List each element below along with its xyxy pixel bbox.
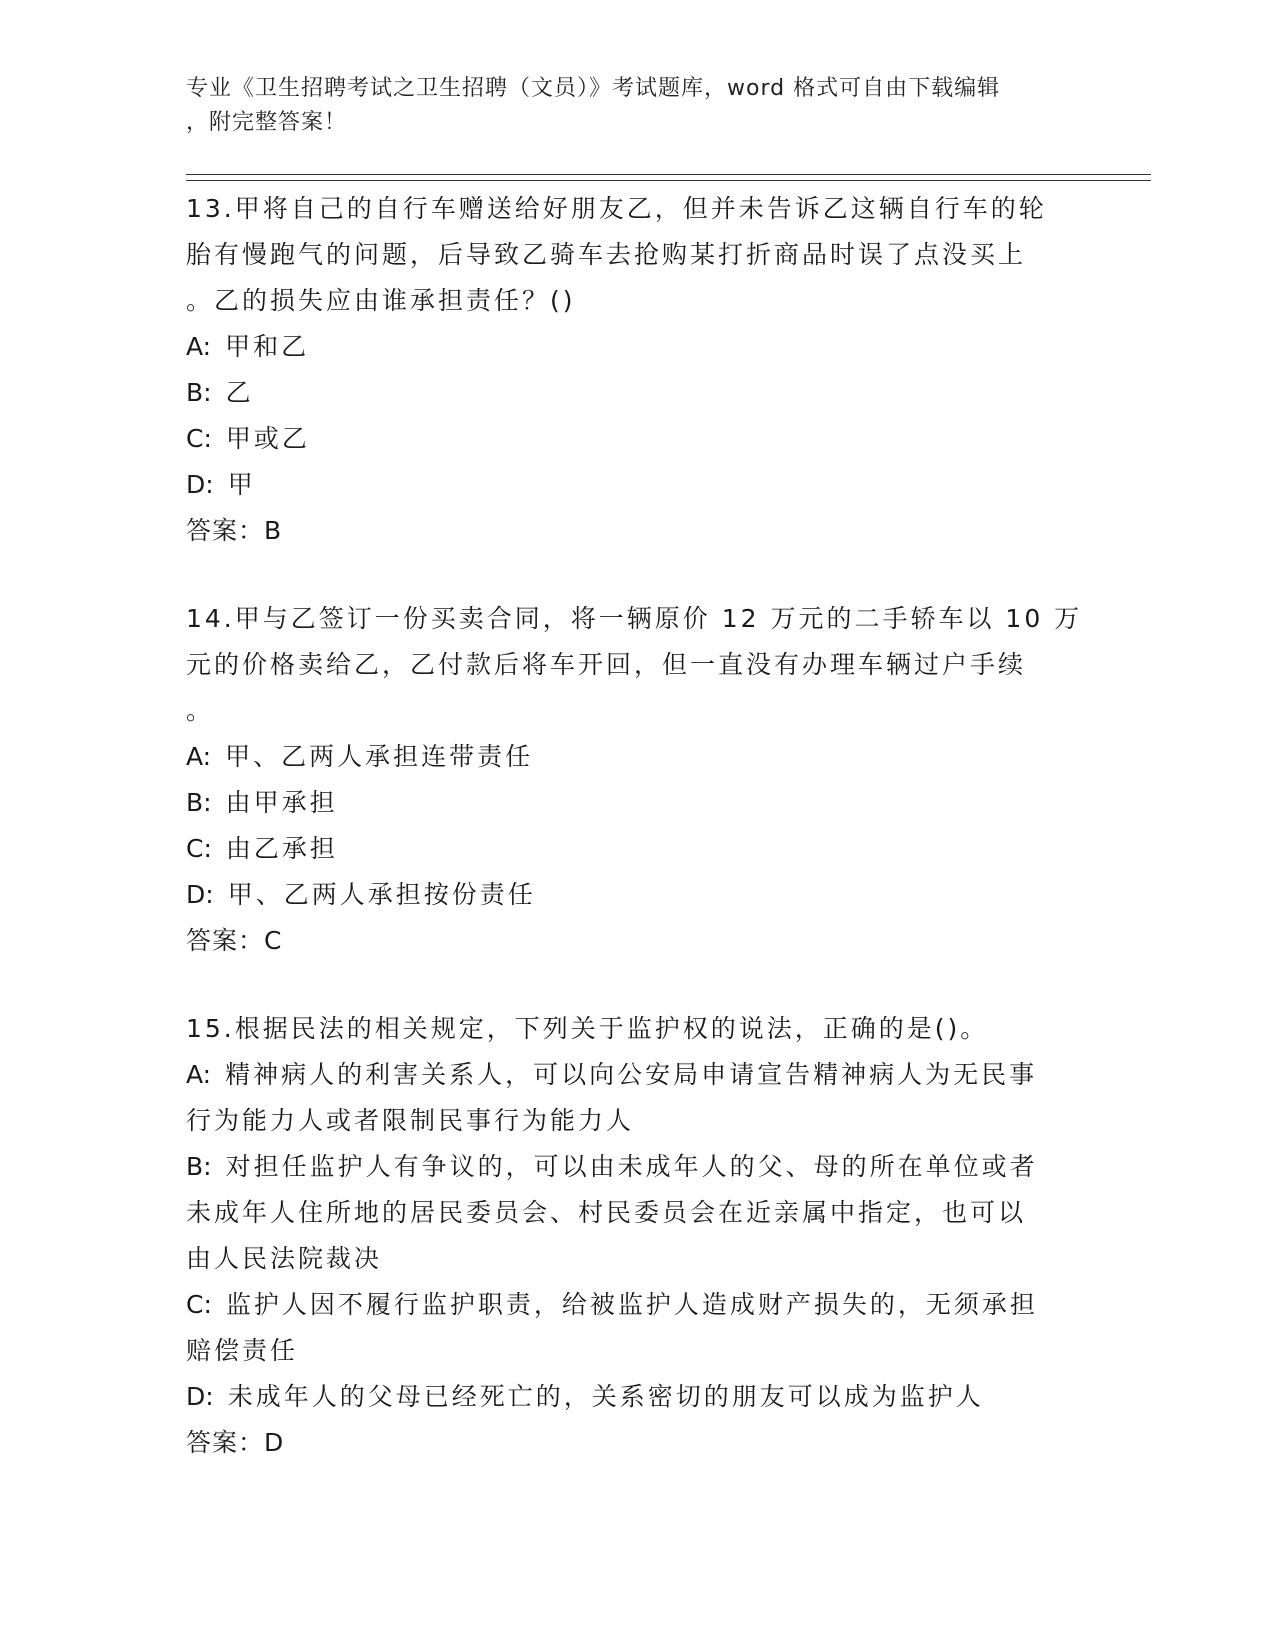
- question-stem-line: 。: [186, 696, 215, 725]
- option-c: [186, 1282, 1086, 1328]
- header-line-1: 专业《卫生招聘考试之卫生招聘（文员）》考试题库，word 格式可自由下载编辑: [186, 76, 1001, 101]
- option-text: 甲或乙: [225, 424, 310, 453]
- option-letter: C:: [186, 424, 212, 453]
- question-stem-line: 元的价格卖给乙，乙付款后将车开回，但一直没有办理车辆过户手续: [186, 650, 1027, 679]
- option-letter: D:: [186, 1382, 214, 1411]
- question-stem-line: 13.甲将自己的自行车赠送给好朋友乙，但并未告诉乙这辆自行车的轮: [186, 194, 1047, 223]
- answer-label: 答案：B: [186, 516, 283, 545]
- option-letter: A:: [186, 742, 212, 771]
- option-b: [186, 370, 1086, 416]
- option-letter: D:: [186, 470, 214, 499]
- option-letter: D:: [186, 880, 214, 909]
- option-b: [186, 780, 1086, 826]
- question-15: [186, 1006, 1086, 1466]
- header-divider-top: [186, 174, 1151, 175]
- question-stem-line: 。乙的损失应由谁承担责任？(): [186, 286, 576, 315]
- option-b-continued: 未成年人住所地的居民委员会、村民委员会在近亲属中指定，也可以: [186, 1198, 1027, 1227]
- option-letter: A:: [186, 332, 212, 361]
- option-c: [186, 416, 1086, 462]
- option-d: [186, 462, 1086, 508]
- option-letter: C:: [186, 834, 212, 863]
- option-letter: A:: [186, 1060, 212, 1089]
- option-c-continued: 赔偿责任: [186, 1336, 299, 1365]
- option-letter: B:: [186, 378, 212, 407]
- option-d: [186, 1374, 1086, 1420]
- option-text: 由甲承担: [225, 788, 338, 817]
- question-stem-line: 14.甲与乙签订一份买卖合同，将一辆原价 12 万元的二手轿车以 10 万: [186, 604, 1083, 633]
- option-text: 对担任监护人有争议的，可以由未成年人的父、母的所在单位或者: [225, 1152, 1038, 1181]
- question-14: [186, 596, 1086, 964]
- answer-label: 答案：C: [186, 926, 283, 955]
- option-text: 精神病人的利害关系人，可以向公安局申请宣告精神病人为无民事: [225, 1060, 1038, 1089]
- option-text: 未成年人的父母已经死亡的，关系密切的朋友可以成为监护人: [227, 1382, 984, 1411]
- option-a: [186, 1052, 1086, 1098]
- option-a: [186, 734, 1086, 780]
- question-13: [186, 186, 1086, 554]
- option-text: 甲和乙: [225, 332, 310, 361]
- option-letter: B:: [186, 1152, 212, 1181]
- option-text: 监护人因不履行监护职责，给被监护人造成财产损失的，无须承担: [225, 1290, 1038, 1319]
- header-divider-bottom: [186, 180, 1151, 181]
- question-list: [186, 186, 1086, 1508]
- question-stem-line: 胎有慢跑气的问题，后导致乙骑车去抢购某打折商品时误了点没买上: [186, 240, 1027, 269]
- option-a: [186, 324, 1086, 370]
- option-letter: B:: [186, 788, 212, 817]
- option-text: 甲、乙两人承担按份责任: [227, 880, 536, 909]
- document-header: [186, 72, 1066, 140]
- option-b: [186, 1144, 1086, 1190]
- option-text: 由乙承担: [225, 834, 338, 863]
- question-stem-line: 15.根据民法的相关规定，下列关于监护权的说法，正确的是()。: [186, 1014, 989, 1043]
- option-a-continued: 行为能力人或者限制民事行为能力人: [186, 1106, 635, 1135]
- header-line-2: ，附完整答案！: [186, 110, 348, 135]
- option-b-continued: 由人民法院裁决: [186, 1244, 383, 1273]
- option-c: [186, 826, 1086, 872]
- option-text: 甲: [227, 470, 256, 499]
- answer-label: 答案：D: [186, 1428, 285, 1457]
- option-text: 甲、乙两人承担连带责任: [225, 742, 534, 771]
- option-d: [186, 872, 1086, 918]
- option-letter: C:: [186, 1290, 212, 1319]
- option-text: 乙: [225, 378, 254, 407]
